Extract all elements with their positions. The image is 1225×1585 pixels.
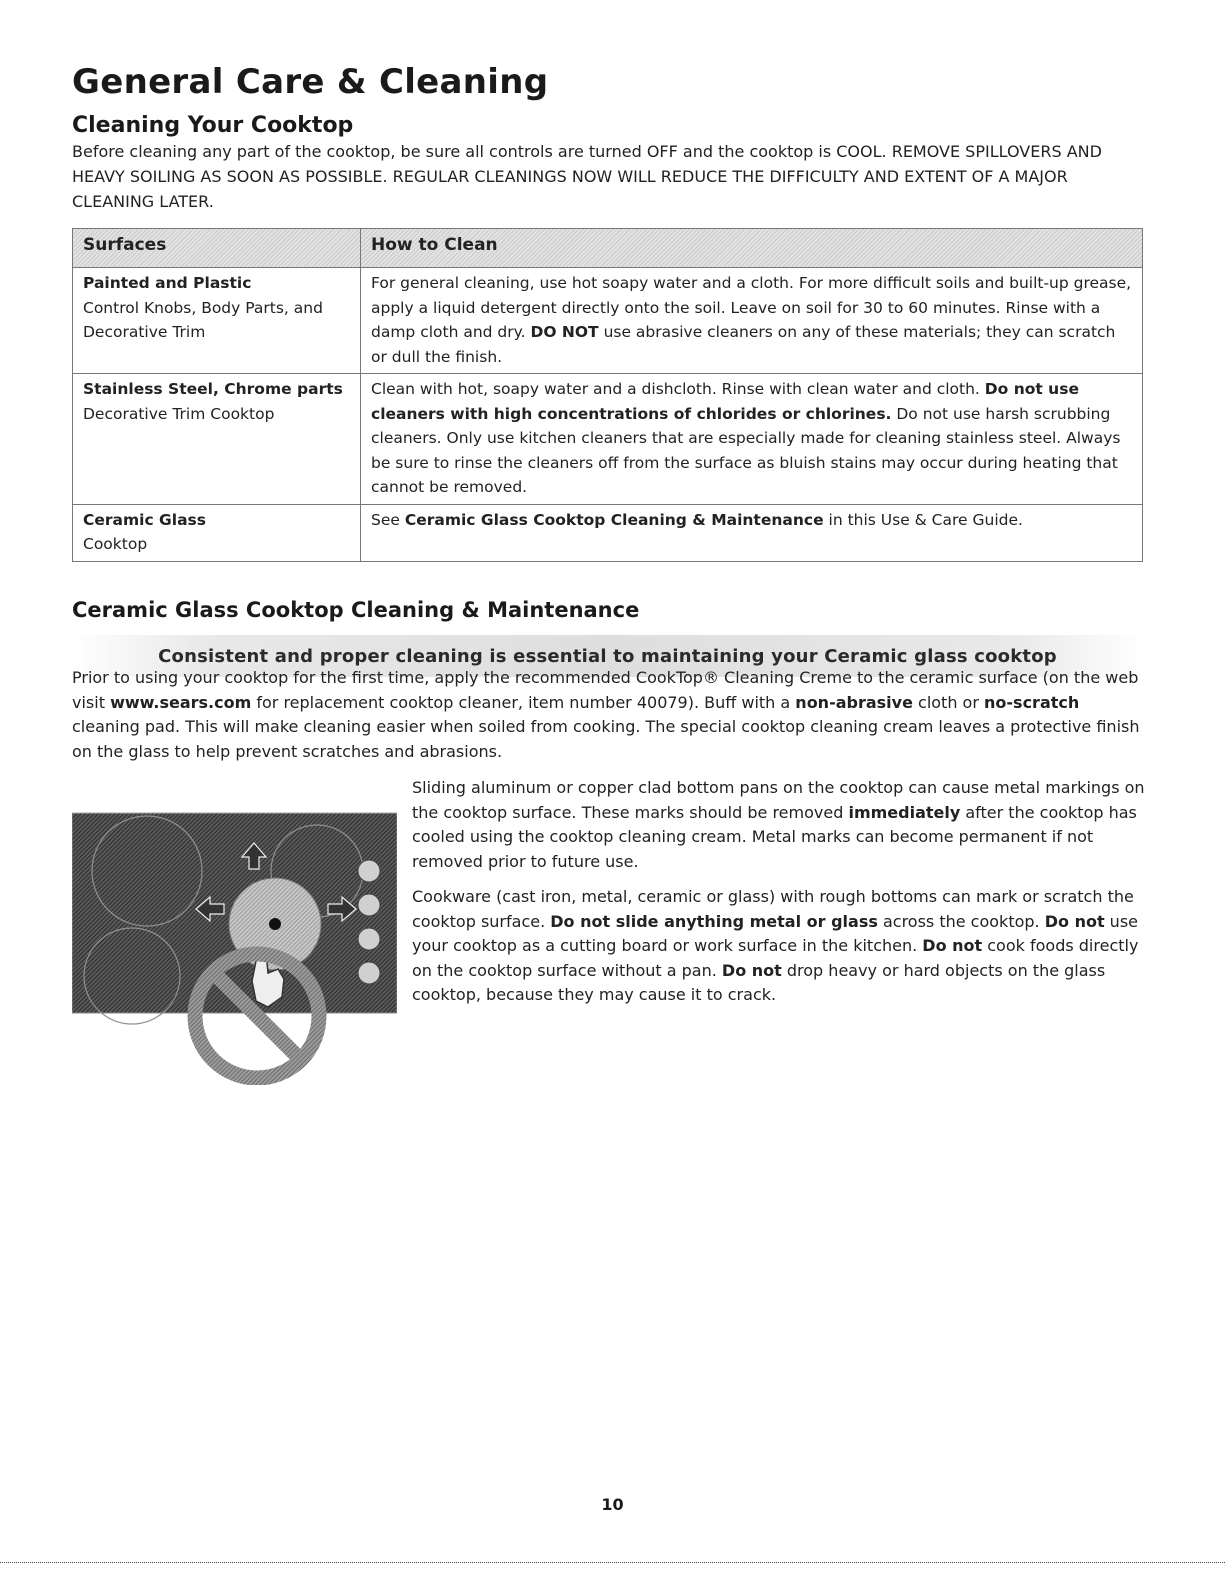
surface-name: Ceramic Glass — [83, 510, 206, 529]
how-emphasis: Do not use cleaners with high concentrations of chlorides or chlorines. — [371, 380, 1079, 423]
emphasis: non-abrasive — [795, 692, 913, 712]
text-run: Cookware (cast iron, metal, ceramic or glass) with rough bottoms can mark or scratch the cooktop surface. — [412, 887, 1134, 931]
how-emphasis: DO NOT — [530, 323, 599, 341]
text-run: Sliding aluminum or copper clad bottom pans on the cooktop can cause metal markings on the cooktop surface. These marks should be removed — [412, 778, 1145, 822]
cleaning-cooktop-heading: Cleaning Your Cooktop — [72, 113, 354, 138]
how-text: For general cleaning, use hot soapy water and a cloth. For more difficult soils and built-up grease, apply a liquid detergent directly onto the soil. Leave on soil for 30 to 60 minutes. Rinse with a damp cloth and dry. — [371, 274, 1132, 341]
banner-text: Consistent and proper cleaning is essential to maintaining your Ceramic glass cooktop — [158, 645, 1057, 667]
text-run: cleaning pad. This will make cleaning easier when soiled from cooking. The special cooktop cleaning cream leaves a protective finish on the glass to help prevent scratches and abrasions. — [72, 717, 1140, 761]
how-to-clean-cell — [361, 374, 1143, 505]
header-how-to-clean: How to Clean — [361, 229, 1143, 268]
page-number: 10 — [601, 1495, 624, 1514]
emphasis: Do not — [721, 960, 782, 980]
emphasis: Do not — [922, 936, 983, 955]
text-run: after the cooktop has cooled using the cooktop cleaning cream. Metal marks can become permanent if not removed prior to future use. — [412, 802, 1137, 871]
cleaning-cooktop-intro: Before cleaning any part of the cooktop, be sure all controls are turned OFF and the cooktop is COOL. REMOVE SPILLOVERS AND HEAVY SOILING AS SOON AS POSSIBLE. REGULAR CLEANINGS NOW WILL REDUCE THE DIFFICULTY AND EXTENT OF A MAJOR CLEANING LATER. — [72, 142, 1102, 211]
metal-markings-paragraph — [412, 776, 1147, 874]
how-to-clean-cell — [361, 504, 1143, 561]
text-run: drop heavy or hard objects on the glass cooktop, because they may cause it to crack. — [412, 960, 1106, 1004]
surface-parts: Cooktop — [83, 535, 148, 553]
text-run: for replacement cooktop cleaner, item number 40079). Buff with a — [251, 692, 796, 712]
cookware-guidance — [412, 776, 1147, 1019]
page-title: General Care & Cleaning — [72, 62, 549, 102]
how-text: Do not use harsh scrubbing cleaners. Only use kitchen cleaners that are especially made for cleaning stainless steel. Always be sure to rinse the cleaners off from the surface as bluish stains may occur during heating that cannot be removed. — [371, 404, 1121, 496]
how-text: See — [371, 510, 405, 529]
table-row — [73, 504, 1143, 561]
ceramic-maintenance-heading: Ceramic Glass Cooktop Cleaning & Maintenance — [72, 598, 640, 622]
text-run: Prior to using your cooktop for the first time, apply the recommended CookTop® Cleaning Creme to the ceramic surface (on the web visit — [72, 668, 1139, 712]
emphasis: Do not slide anything metal or glass — [550, 911, 878, 931]
cleaning-table — [72, 228, 1143, 562]
how-emphasis: Ceramic Glass Cooktop Cleaning & Maintenance — [404, 510, 824, 529]
header-surfaces: Surfaces — [73, 229, 361, 268]
text-run: across the cooktop. — [877, 911, 1045, 931]
surface-cell — [73, 504, 361, 561]
first-use-paragraph — [72, 666, 1147, 764]
text-run: cook foods directly on the cooktop surface without a pan. — [412, 936, 1139, 980]
table-header-row — [73, 229, 1143, 268]
surface-cell — [73, 374, 361, 505]
rough-cookware-paragraph — [412, 885, 1147, 1008]
emphasis: Do not — [1044, 911, 1105, 931]
website-link-text: www.sears.com — [110, 692, 252, 712]
cooktop-illustration — [72, 801, 397, 1085]
text-run: cloth or — [912, 692, 985, 712]
surface-parts: Control Knobs, Body Parts, and Decorative Trim — [83, 298, 323, 341]
emphasis: immediately — [848, 802, 961, 822]
bottom-rule — [0, 1562, 1225, 1563]
surface-parts: Decorative Trim Cooktop — [83, 404, 275, 423]
how-to-clean-cell — [361, 268, 1143, 374]
cooktop-no-sliding-illustration — [72, 801, 397, 1085]
emphasis: no-scratch — [984, 692, 1080, 712]
how-text: Clean with hot, soapy water and a dishcloth. Rinse with clean water and cloth. — [371, 380, 985, 398]
table-row — [73, 374, 1143, 505]
surface-cell — [73, 268, 361, 374]
how-text: in this Use & Care Guide. — [823, 510, 1023, 529]
how-text: use abrasive cleaners on any of these materials; they can scratch or dull the finish. — [371, 323, 1116, 366]
text-run: use your cooktop as a cutting board or work surface in the kitchen. — [412, 911, 1138, 955]
table-row — [73, 268, 1143, 374]
surface-name: Painted and Plastic — [83, 274, 252, 292]
surface-name: Stainless Steel, Chrome parts — [83, 380, 343, 398]
